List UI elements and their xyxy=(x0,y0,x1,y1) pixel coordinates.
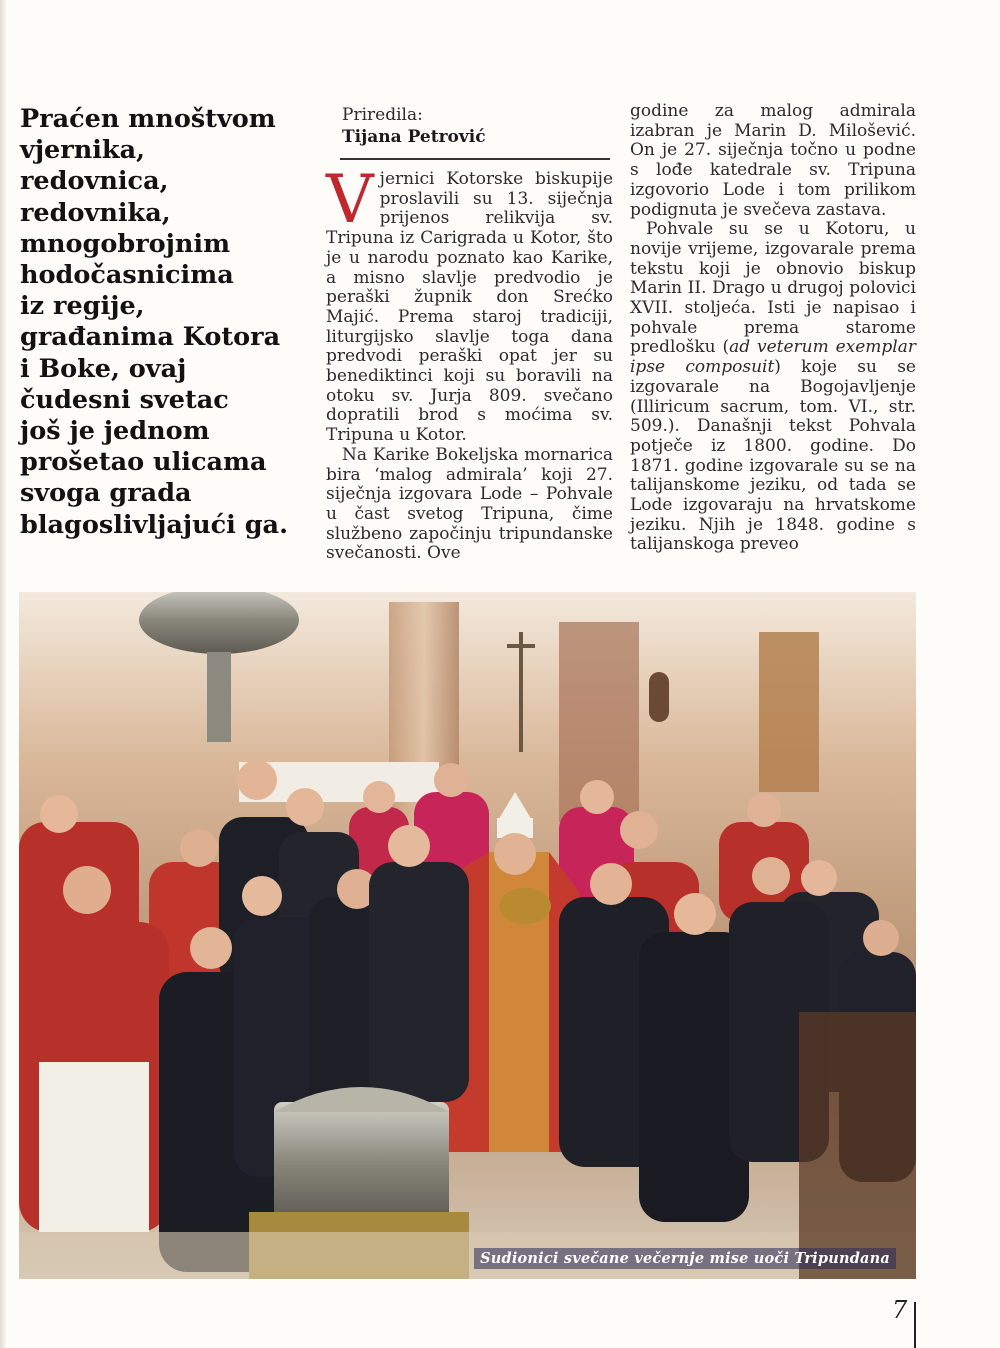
face xyxy=(590,863,632,905)
byline xyxy=(340,104,610,160)
lamp-stem xyxy=(207,652,231,742)
processional-cross xyxy=(519,632,523,752)
face xyxy=(242,876,282,916)
latin-quote: ad veterum exemplar ipse composuit xyxy=(630,337,916,378)
article-paragraph-4-part-b: ) koje su se izgovarale na Bogojavljenje (Illiricum sacrum, tom. VI., str. 509.). Današnji tekst Pohvala potječe iz 1800. godine. Do 1871. godine izgovarale su se na talijanskome jeziku, od tada se Lode izgovaraju na hrvatskome jeziku. Njih je 1848. godine s talijanskoga preveo xyxy=(630,357,916,555)
processional-cross-bar xyxy=(507,644,535,648)
group-photo xyxy=(19,592,916,1279)
face xyxy=(237,760,277,800)
group-photo-illustration xyxy=(19,592,916,1279)
page-number: 7 xyxy=(892,1296,908,1324)
alb xyxy=(39,1062,149,1232)
drop-cap: V xyxy=(326,161,374,238)
article-paragraph-2: Na Karike Bokeljska mornarica bira ‘malog admirala’ koji 27. siječnja izgovara Lode – Pohvale u čast svetog Tripuna, čime službeno započinju tripundanske svečanosti. Ove xyxy=(326,444,613,564)
author-name: Tijana Petrović xyxy=(342,127,486,147)
face xyxy=(286,788,324,826)
face xyxy=(388,825,430,867)
page-number-rule xyxy=(914,1302,916,1348)
suit-figure xyxy=(369,862,469,1102)
carved-choir-stall xyxy=(799,1012,916,1279)
article-column-middle xyxy=(326,161,613,564)
face xyxy=(40,795,78,833)
face xyxy=(863,920,899,956)
face xyxy=(747,793,781,827)
face xyxy=(434,763,468,797)
article-paragraph-4-part-a: Pohvale su se u Kotoru, u novije vrijeme, izgovarale prema tekstu koji je obnovio biskup Marin II. Drago u drugoj polovici XVII. stoljeća. Isti je napisao i pohvale prema starome predlošku ( xyxy=(630,219,916,358)
face xyxy=(674,893,716,935)
niche-statue xyxy=(649,672,669,722)
article-paragraph-1-text: jernici Kotorske biskupije proslavili su 13. siječnja prijenos relikvija sv. Tripuna iz Carigrada u Kotor, što je u narodu poznato kao Karike, a misno slavlje predvodio je peraški župnik don Srećko Majić. Prema staroj tradiciji, liturgijsko slavlje toga dana predvodi peraški opat jer su benediktinci koji su boravili na otoku sv. Jurja 809. svečano dopratili brod s moćima sv. Tripuna u Kotor. xyxy=(326,169,613,446)
face xyxy=(63,866,111,914)
lead-paragraph: Praćen mnoštvom vjernika, redovnica, redovnika, mnogobrojnim hodočasnicima iz regije, građanima Kotora i Boke, ovaj čudesni svetac još je jednom prošetao ulicama svoga grada blagoslivljajući ga. xyxy=(20,104,288,540)
face xyxy=(580,780,614,814)
photo-caption: Sudionici svečane večernje mise uoči Tripundana xyxy=(474,1248,896,1269)
article-paragraph-3: godine za malog admirala izabran je Marin D. Milošević. On je 27. siječnja točno u podne s lođe katedrale sv. Tripuna izgovorio Lode i tom prilikom podignuta je svečeva zastava. xyxy=(630,101,916,220)
face xyxy=(620,811,658,849)
face xyxy=(190,927,232,969)
face xyxy=(494,833,536,875)
face xyxy=(801,860,837,896)
face xyxy=(752,857,790,895)
altar-retable xyxy=(759,632,819,792)
byline-divider xyxy=(340,158,610,160)
article-paragraph-1 xyxy=(326,161,613,446)
article-paragraph-4 xyxy=(630,220,916,555)
article-column-right xyxy=(630,102,916,555)
face xyxy=(363,781,395,813)
face xyxy=(180,829,218,867)
reliquary xyxy=(499,888,551,924)
byline-label: Priredila: xyxy=(342,105,423,125)
page-edge-shadow xyxy=(0,0,6,1348)
chest-body xyxy=(274,1102,449,1222)
